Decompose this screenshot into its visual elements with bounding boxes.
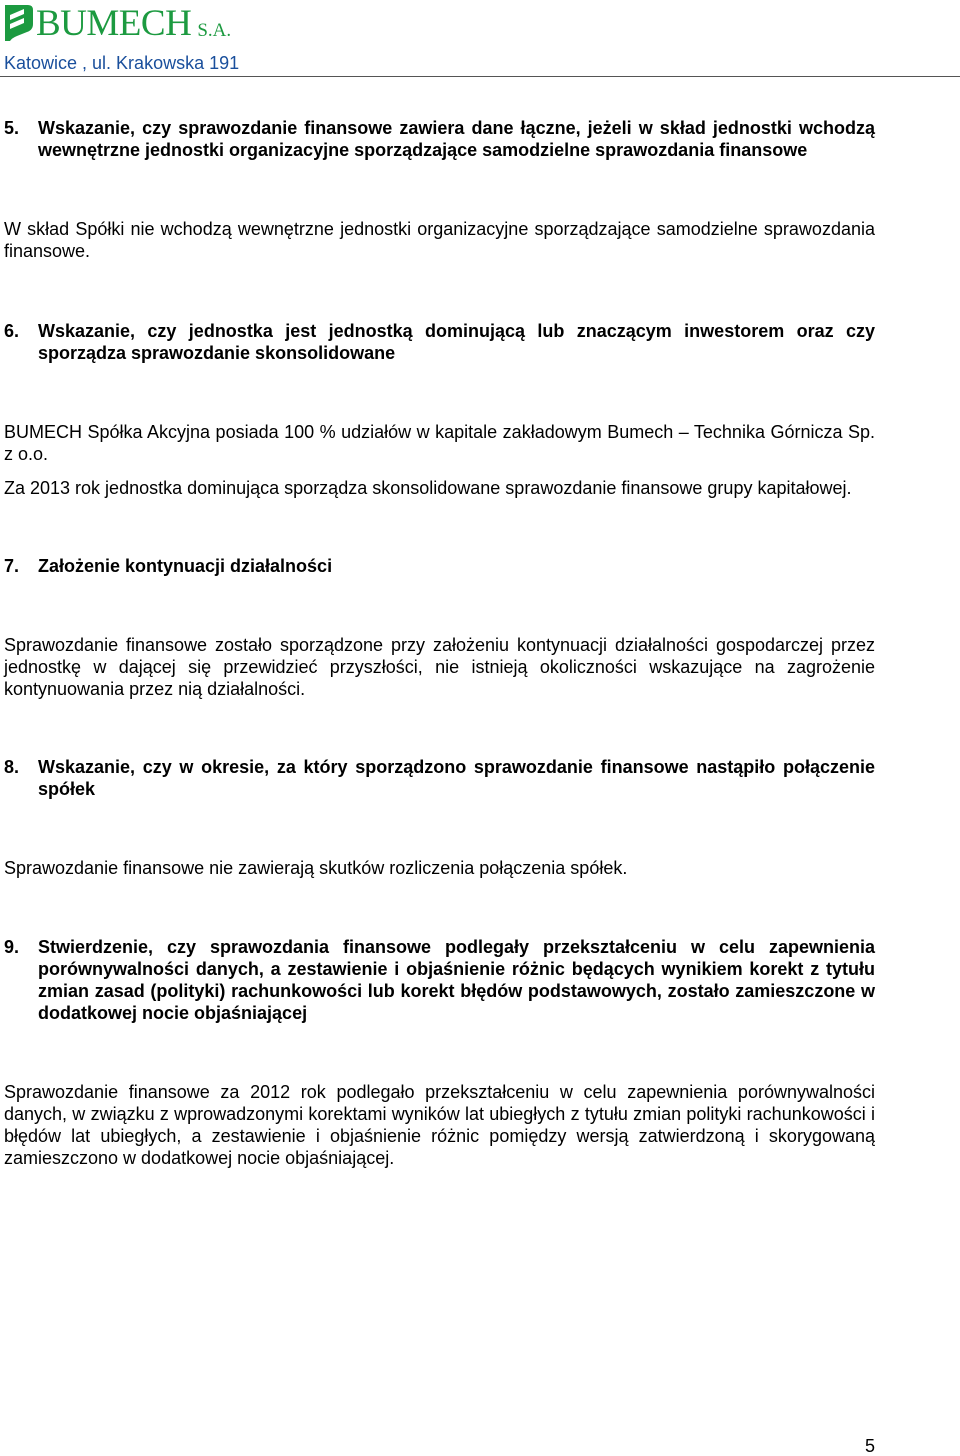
section-title: Wskazanie, czy jednostka jest jednostką dominującą lub znaczącym inwestorem oraz czy sporządza sprawozdanie skonsolidowane <box>38 321 875 363</box>
logo-mark-icon <box>4 4 34 42</box>
section-6-paragraph-2: Za 2013 rok jednostka dominująca sporządza skonsolidowane sprawozdanie finansowe grupy kapitałowej. <box>4 478 852 498</box>
section-5-heading <box>4 117 875 161</box>
section-title: Założenie kontynuacji działalności <box>38 556 333 576</box>
section-9-paragraph-1: Sprawozdanie finansowe za 2012 rok podlegało przekształceniu w celu zapewnienia porównywalności danych, w związku z wprowadzonymi korektami wyników lat ubiegłych z tytułu zmian polityki rachunkowości i błędów lat ubiegłych, a zestawienie i objaśnienie różnic pomiędzy wersją zatwierdzoną i skorygowaną zamieszczono w dodatkowej nocie objaśniającej. <box>4 1082 875 1168</box>
section-6-paragraph-1: BUMECH Spółka Akcyjna posiada 100 % udziałów w kapitale zakładowym Bumech – Technika Górnicza Sp. z o.o. <box>4 422 875 464</box>
page-number: 5 <box>865 1436 876 1456</box>
section-5-paragraph-1: W skład Spółki nie wchodzą wewnętrzne jednostki organizacyjne sporządzające samodzielne sprawozdania finansowe. <box>4 219 875 261</box>
logo-name: BUMECH <box>36 3 192 44</box>
section-7-paragraph-1: Sprawozdanie finansowe zostało sporządzone przy założeniu kontynuacji działalności gospodarczej przez jednostkę w dającej się przewidzieć przyszłości, nie istnieją okoliczności wskazujące na zagrożenie kontynuowania przez nią działalności. <box>4 635 875 699</box>
header-divider <box>0 76 960 77</box>
section-number: 5. <box>4 118 20 138</box>
section-8-paragraph-1: Sprawozdanie finansowe nie zawierają skutków rozliczenia połączenia spółek. <box>4 858 628 878</box>
section-number: 9. <box>4 937 20 957</box>
page-header <box>0 0 960 78</box>
company-logo <box>4 2 231 42</box>
section-9-heading <box>4 936 875 1024</box>
section-number: 6. <box>4 321 20 341</box>
section-7-heading <box>4 555 875 577</box>
section-number: 8. <box>4 757 20 777</box>
logo-suffix: S.A. <box>197 20 232 41</box>
section-title: Wskazanie, czy sprawozdanie finansowe zawiera dane łączne, jeżeli w skład jednostki wchodzą wewnętrzne jednostki organizacyjne sporządzające samodzielne sprawozdania finansowe <box>38 118 875 160</box>
section-title: Stwierdzenie, czy sprawozdania finansowe podlegały przekształceniu w celu zapewnienia porównywalności danych, a zestawienie i objaśnienie różnic będących wynikiem korekt z tytułu zmian zasad (polityki) rachunkowości lub korekt błędów podstawowych, zostało zamieszczone w dodatkowej nocie objaśniającej <box>38 937 875 1023</box>
section-number: 7. <box>4 556 20 576</box>
section-6-heading <box>4 320 875 364</box>
document-body <box>4 117 875 1169</box>
company-address: Katowice , ul. Krakowska 191 <box>4 53 240 73</box>
section-8-heading <box>4 756 875 800</box>
section-title: Wskazanie, czy w okresie, za który sporządzono sprawozdanie finansowe nastąpiło połączenie spółek <box>38 757 875 799</box>
